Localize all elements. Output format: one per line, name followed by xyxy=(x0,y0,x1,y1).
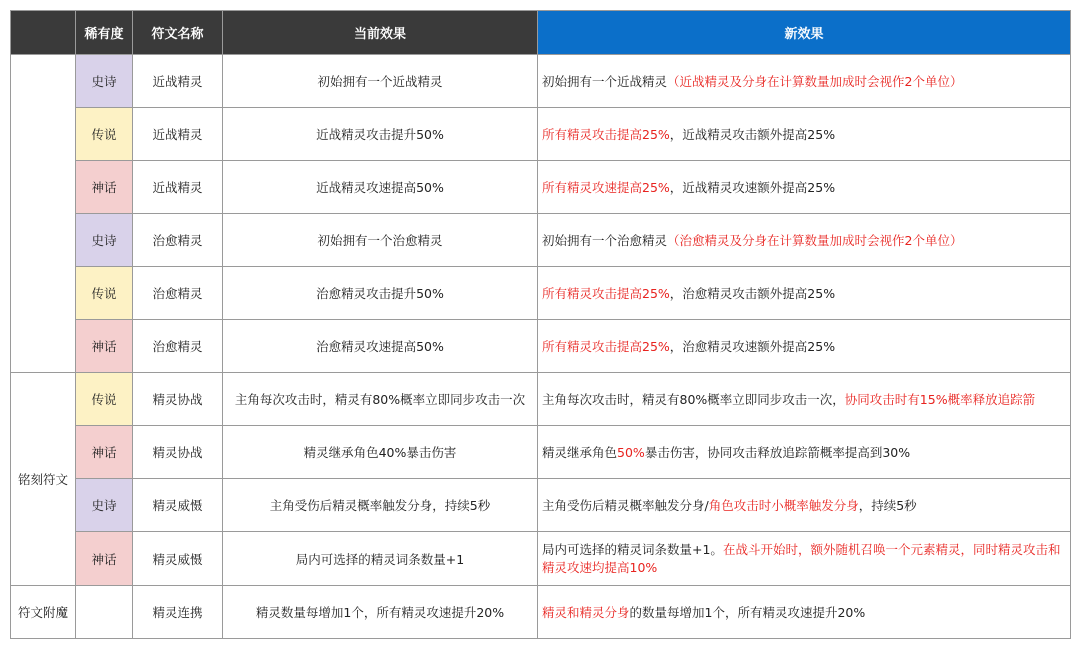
rune-name-cell: 近战精灵 xyxy=(133,108,223,161)
new-effect-highlight: （近战精灵及分身在计算数量加成时会视作2个单位） xyxy=(667,74,963,89)
current-effect-cell: 初始拥有一个近战精灵 xyxy=(223,55,538,108)
table-row xyxy=(11,426,1071,479)
new-effect-cell xyxy=(538,532,1071,586)
table-row xyxy=(11,267,1071,320)
new-effect-cell xyxy=(538,214,1071,267)
rarity-cell: 传说 xyxy=(76,373,133,426)
new-effect-highlight: 精灵和精灵分身 xyxy=(542,605,630,620)
new-effect-highlight: （治愈精灵及分身在计算数量加成时会视作2个单位） xyxy=(667,233,963,248)
rarity-cell: 史诗 xyxy=(76,479,133,532)
current-effect-cell: 治愈精灵攻击提升50% xyxy=(223,267,538,320)
new-effect-text: 局内可选择的精灵词条数量+1。 xyxy=(542,541,723,557)
current-effect-cell: 治愈精灵攻速提高50% xyxy=(223,320,538,373)
rune-name-cell: 近战精灵 xyxy=(133,55,223,108)
new-effect-cell xyxy=(538,479,1071,532)
group-label-inscription: 铭刻符文 xyxy=(11,373,76,586)
rune-name-cell: 精灵协战 xyxy=(133,426,223,479)
rarity-cell: 传说 xyxy=(76,108,133,161)
header-row xyxy=(11,11,1071,55)
current-effect-cell: 精灵数量每增加1个，所有精灵攻速提升20% xyxy=(223,586,538,639)
new-effect-text: 的数量每增加1个，所有精灵攻速提升20% xyxy=(629,605,866,620)
new-effect-highlight: 所有精灵攻击提高25% xyxy=(542,286,670,301)
current-effect-cell: 近战精灵攻击提升50% xyxy=(223,108,538,161)
table-row xyxy=(11,479,1071,532)
table-row xyxy=(11,586,1071,639)
new-effect-cell xyxy=(538,161,1071,214)
new-effect-cell xyxy=(538,426,1071,479)
rune-name-cell: 治愈精灵 xyxy=(133,320,223,373)
rune-name-cell: 精灵威慑 xyxy=(133,532,223,586)
header-rarity: 稀有度 xyxy=(76,11,133,55)
new-effect-text: ，治愈精灵攻击额外提高25% xyxy=(669,286,836,301)
new-effect-highlight: 所有精灵攻击提高25% xyxy=(542,127,670,142)
new-effect-text: 初始拥有一个近战精灵 xyxy=(542,74,668,89)
new-effect-cell xyxy=(538,586,1071,639)
rarity-cell: 神话 xyxy=(76,320,133,373)
header-new: 新效果 xyxy=(538,11,1071,55)
rarity-cell: 史诗 xyxy=(76,55,133,108)
header-current: 当前效果 xyxy=(223,11,538,55)
rune-change-table xyxy=(10,10,1071,639)
table-row xyxy=(11,161,1071,214)
table-row xyxy=(11,532,1071,586)
rune-name-cell: 精灵协战 xyxy=(133,373,223,426)
new-effect-text: ，持续5秒 xyxy=(858,498,917,513)
new-effect-highlight: 协同攻击时有15%概率释放追踪箭 xyxy=(844,392,1036,407)
new-effect-text: ，近战精灵攻击额外提高25% xyxy=(669,127,836,142)
new-effect-highlight: 在战斗开始时，额外随机召唤一个元素精灵，同时精灵攻击和精灵攻速均提高10% xyxy=(542,541,1061,575)
header-category xyxy=(11,11,76,55)
new-effect-text: 暴击伤害，协同攻击释放追踪箭概率提高到30% xyxy=(644,445,911,460)
group-cell-empty xyxy=(11,55,76,373)
rarity-cell: 神话 xyxy=(76,426,133,479)
new-effect-highlight: 角色攻击时小概率触发分身 xyxy=(708,498,859,513)
new-effect-text: 初始拥有一个治愈精灵 xyxy=(542,233,668,248)
new-effect-cell xyxy=(538,320,1071,373)
new-effect-text: 主角每次攻击时，精灵有80%概率立即同步攻击一次， xyxy=(542,392,845,407)
rune-name-cell: 精灵威慑 xyxy=(133,479,223,532)
new-effect-cell xyxy=(538,55,1071,108)
rune-name-cell: 治愈精灵 xyxy=(133,267,223,320)
rarity-cell: 传说 xyxy=(76,267,133,320)
header-name: 符文名称 xyxy=(133,11,223,55)
new-effect-cell xyxy=(538,267,1071,320)
table-row xyxy=(11,320,1071,373)
rune-name-cell: 近战精灵 xyxy=(133,161,223,214)
table-row xyxy=(11,214,1071,267)
new-effect-text: ，治愈精灵攻速额外提高25% xyxy=(669,339,836,354)
new-effect-text: 精灵继承角色 xyxy=(542,445,618,460)
rarity-cell: 神话 xyxy=(76,532,133,586)
rune-name-cell: 精灵连携 xyxy=(133,586,223,639)
current-effect-cell: 主角受伤后精灵概率触发分身，持续5秒 xyxy=(223,479,538,532)
rarity-cell: 史诗 xyxy=(76,214,133,267)
rarity-cell xyxy=(76,586,133,639)
group-label-enchant: 符文附魔 xyxy=(11,586,76,639)
current-effect-cell: 精灵继承角色40%暴击伤害 xyxy=(223,426,538,479)
new-effect-highlight: 所有精灵攻击提高25% xyxy=(542,339,670,354)
table-row xyxy=(11,373,1071,426)
rarity-cell: 神话 xyxy=(76,161,133,214)
current-effect-cell: 主角每次攻击时，精灵有80%概率立即同步攻击一次 xyxy=(223,373,538,426)
new-effect-text: ，近战精灵攻速额外提高25% xyxy=(669,180,836,195)
new-effect-cell xyxy=(538,373,1071,426)
current-effect-cell: 初始拥有一个治愈精灵 xyxy=(223,214,538,267)
current-effect-cell: 局内可选择的精灵词条数量+1 xyxy=(223,532,538,586)
new-effect-highlight: 50% xyxy=(617,445,645,460)
table-row xyxy=(11,55,1071,108)
rune-name-cell: 治愈精灵 xyxy=(133,214,223,267)
current-effect-cell: 近战精灵攻速提高50% xyxy=(223,161,538,214)
table-row xyxy=(11,108,1071,161)
new-effect-highlight: 所有精灵攻速提高25% xyxy=(542,180,670,195)
new-effect-cell xyxy=(538,108,1071,161)
new-effect-text: 主角受伤后精灵概率触发分身/ xyxy=(542,498,709,513)
